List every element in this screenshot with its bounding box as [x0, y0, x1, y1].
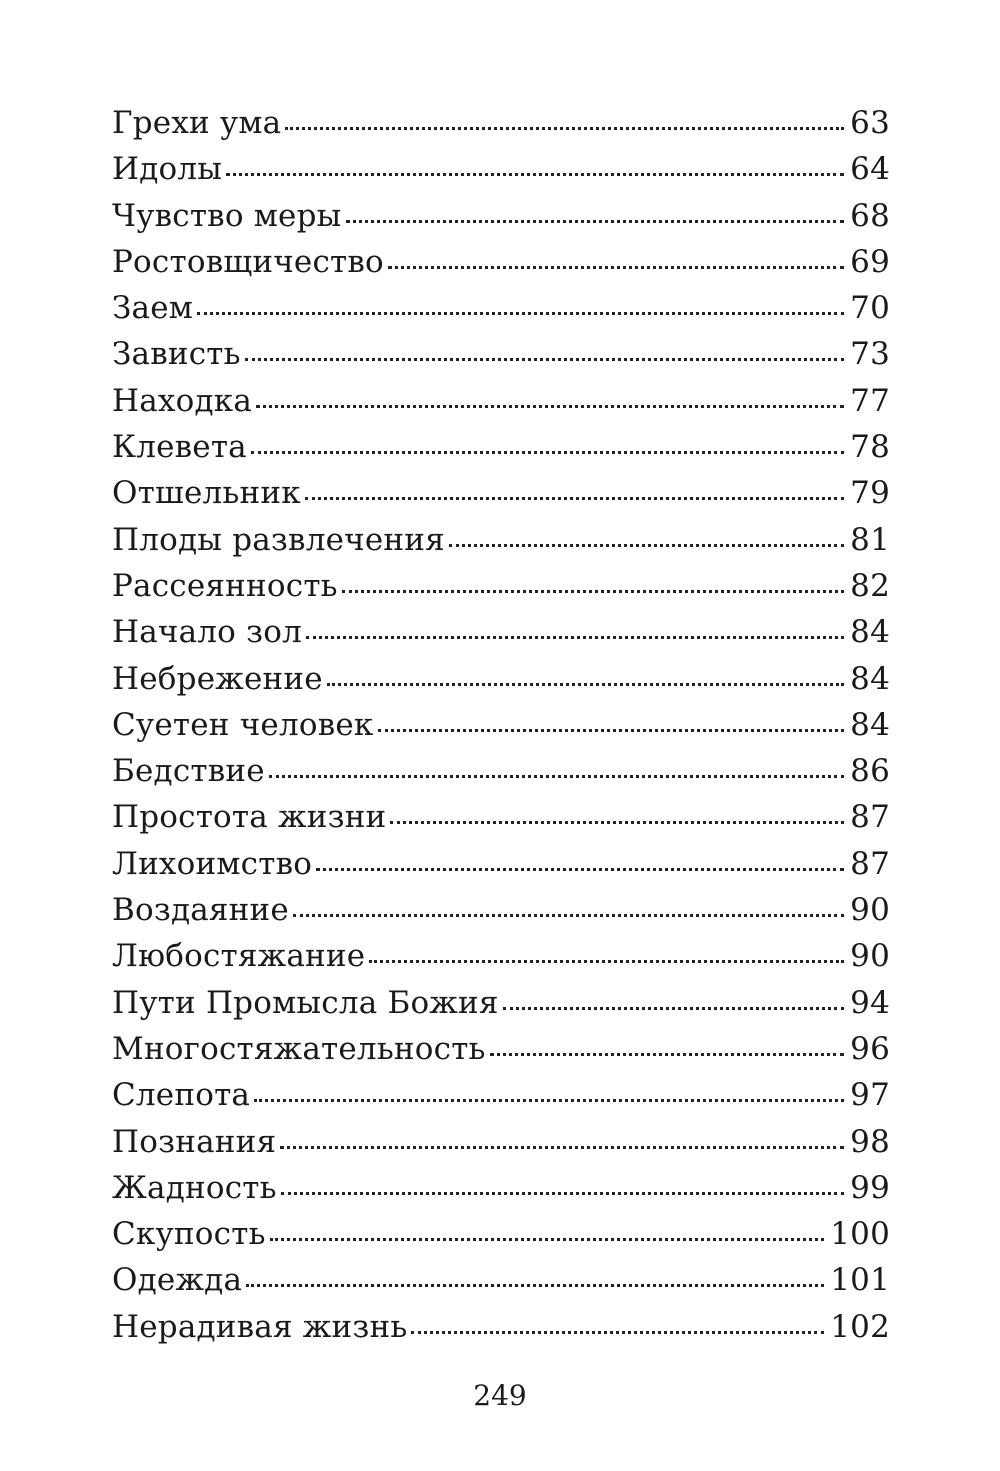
toc-entry-title: Отшельник	[112, 475, 301, 512]
toc-entry-title: Нерадивая жизнь	[112, 1308, 408, 1345]
toc-entry-page: 90	[850, 938, 890, 975]
toc-entry	[112, 285, 890, 331]
toc-entry-page: 70	[850, 290, 890, 327]
toc-entry	[112, 980, 890, 1026]
dot-leader	[281, 1192, 844, 1195]
dot-leader	[490, 1053, 845, 1056]
dot-leader	[256, 405, 844, 408]
toc-entry-page: 77	[850, 382, 890, 419]
dot-leader	[503, 1007, 845, 1010]
toc-entry	[112, 517, 890, 563]
toc-entry-title: Бедствие	[112, 753, 265, 790]
dot-leader	[388, 266, 844, 269]
dot-leader	[390, 821, 844, 824]
toc-entry-page: 96	[850, 1030, 890, 1067]
dot-leader	[342, 590, 844, 593]
toc-entry-page: 87	[850, 799, 890, 836]
toc-entry-title: Любостяжание	[112, 938, 366, 975]
toc-entry-title: Пути Промысла Божия	[112, 984, 499, 1021]
toc-entry-title: Простота жизни	[112, 799, 387, 836]
toc-entry-title: Слепота	[112, 1077, 251, 1114]
toc-entry-title: Познания	[112, 1123, 277, 1160]
toc-entry-title: Одежда	[112, 1262, 243, 1299]
toc-entry	[112, 100, 890, 146]
page-number: 249	[473, 1379, 527, 1412]
toc-entry	[112, 470, 890, 516]
toc-entry-title: Суетен человек	[112, 706, 374, 743]
toc-entry-title: Рассеянность	[112, 567, 338, 604]
toc-entry-page: 81	[850, 521, 890, 558]
toc-entry-page: 90	[850, 892, 890, 929]
toc-entry-page: 69	[850, 243, 890, 280]
toc-entry-page: 86	[850, 753, 890, 790]
toc-entry	[112, 193, 890, 239]
toc-entry-page: 78	[850, 429, 890, 466]
toc-entry	[112, 1026, 890, 1072]
toc-entry-page: 73	[850, 336, 890, 373]
toc-entry	[112, 378, 890, 424]
toc-entry-page: 82	[850, 567, 890, 604]
toc-entry-title: Ростовщичество	[112, 243, 384, 280]
dot-leader	[411, 1331, 824, 1334]
dot-leader	[346, 220, 845, 223]
toc-entry-title: Многостяжательность	[112, 1030, 486, 1067]
dot-leader	[246, 1284, 824, 1287]
dot-leader	[285, 127, 844, 130]
toc-entry-page: 102	[830, 1308, 890, 1345]
toc-entry-title: Скупость	[112, 1216, 266, 1253]
dot-leader	[254, 1099, 844, 1102]
toc-entry-title: Клевета	[112, 429, 247, 466]
dot-leader	[369, 960, 844, 963]
toc-entry-title: Находка	[112, 382, 253, 419]
toc-entry-page: 98	[850, 1123, 890, 1160]
toc-entry-page: 64	[850, 151, 890, 188]
toc-entry-page: 84	[850, 614, 890, 651]
dot-leader	[269, 775, 844, 778]
toc-entry	[112, 563, 890, 609]
toc-entry-title: Плоды развлечения	[112, 521, 445, 558]
toc-entry	[112, 933, 890, 979]
dot-leader	[270, 1238, 825, 1241]
table-of-contents	[112, 100, 890, 1350]
dot-leader	[305, 497, 844, 500]
toc-entry-title: Грехи ума	[112, 105, 282, 141]
dot-leader	[245, 358, 844, 361]
dot-leader	[280, 1146, 844, 1149]
toc-entry-page: 79	[850, 475, 890, 512]
toc-entry-page: 100	[830, 1216, 890, 1253]
toc-entry-title: Чувство меры	[112, 197, 342, 234]
toc-entry	[112, 239, 890, 285]
dot-leader	[316, 868, 844, 871]
dot-leader	[293, 914, 844, 917]
toc-entry-title: Лихоимство	[112, 845, 313, 882]
toc-entry-title: Небрежение	[112, 660, 323, 697]
toc-entry	[112, 146, 890, 192]
toc-entry-title: Воздаяние	[112, 892, 289, 929]
toc-entry-page: 101	[830, 1262, 890, 1299]
dot-leader	[327, 683, 844, 686]
dot-leader	[306, 636, 844, 639]
toc-entry-page: 99	[850, 1169, 890, 1206]
toc-entry	[112, 656, 890, 702]
toc-entry	[112, 1072, 890, 1118]
dot-leader	[197, 312, 844, 315]
toc-entry	[112, 1211, 890, 1257]
dot-leader	[226, 173, 844, 176]
toc-entry-title: Заем	[112, 290, 194, 327]
toc-entry-title: Идолы	[112, 151, 223, 188]
dot-leader	[449, 544, 844, 547]
dot-leader	[378, 729, 845, 732]
toc-entry-page: 68	[850, 197, 890, 234]
toc-entry	[112, 794, 890, 840]
toc-entry	[112, 1257, 890, 1303]
toc-entry	[112, 841, 890, 887]
toc-entry	[112, 702, 890, 748]
toc-entry-title: Жадность	[112, 1169, 277, 1206]
toc-entry-page: 84	[850, 706, 890, 743]
toc-entry	[112, 331, 890, 377]
toc-entry-title: Зависть	[112, 336, 241, 373]
toc-entry	[112, 1304, 890, 1350]
toc-entry	[112, 887, 890, 933]
toc-entry	[112, 609, 890, 655]
toc-entry	[112, 1119, 890, 1165]
toc-entry-page: 63	[850, 105, 890, 141]
dot-leader	[251, 451, 844, 454]
toc-entry-page: 94	[850, 984, 890, 1021]
toc-entry	[112, 748, 890, 794]
toc-entry	[112, 424, 890, 470]
toc-entry-page: 97	[850, 1077, 890, 1114]
toc-entry	[112, 1165, 890, 1211]
toc-entry-page: 84	[850, 660, 890, 697]
toc-entry-title: Начало зол	[112, 614, 302, 651]
toc-entry-page: 87	[850, 845, 890, 882]
